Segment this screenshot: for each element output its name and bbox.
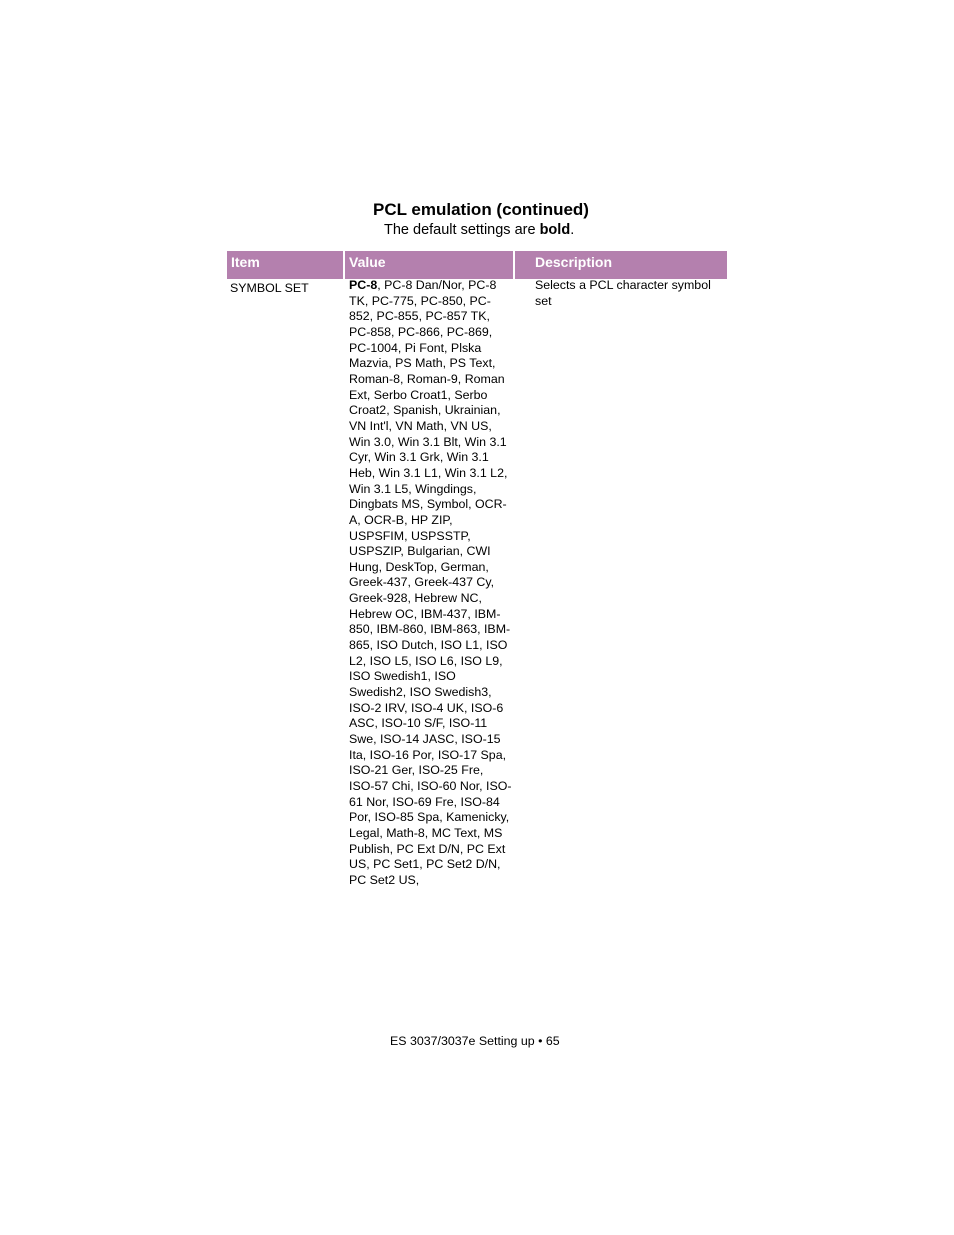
cell-item: SYMBOL SET — [230, 281, 309, 295]
note-suffix: . — [570, 222, 575, 238]
other-values: , PC-8 Dan/Nor, PC-8 TK, PC-775, PC-850, PC- 852, PC-855, PC-857 TK, PC-858, PC-866, PC-869, PC-1004, Pi Font, Plska Mazvia, PS Math, PS Text, Roman-8, Roman-9, Roman Ext, Serbo Croat1, Serbo Croat2, Spanish, Ukrainian, VN Int'l, VN Math, VN US, Win 3.0, Win 3.1 Blt, Win 3.1 Cyr, Win 3.1 Grk, Win 3.1 Heb, Win 3.1 L1, Win 3.1 L2, Win 3.1 L5, Wingdings, Dingbats MS, Symbol, OCR- A, OCR-B, HP ZIP, USPSFIM, USPSSTP, USPSZIP, Bulgarian, CWI Hung, DeskTop, German, Greek-437, Greek-437 Cy, Greek-928, Hebrew NC, Hebrew OC, IBM-437, IBM- 850, IBM-860, IBM-863, IBM- 865, ISO Dutch, ISO L1, ISO L2, ISO L5, ISO L6, ISO L9, ISO Swedish1, ISO Swedish2, ISO Swedish3, ISO-2 IRV, ISO-4 UK, ISO-6 ASC, ISO-10 S/F, ISO-11 Swe, ISO-14 JASC, ISO-15 Ita, ISO-16 Por, ISO-17 Spa, ISO-21 Ger, ISO-25 Fre, ISO-57 Chi, ISO-60 Nor, ISO- 61 Nor, ISO-69 Fre, ISO-84 Por, ISO-85 Spa, Kamenicky, Legal, Math-8, MC Text, MS Publish, PC Ext D/N, PC Ext US, PC Set1, PC Set2 D/N, PC Set2 US, — [349, 278, 512, 887]
column-header-description: Description — [515, 251, 727, 279]
column-header-value: Value — [345, 251, 513, 279]
cell-value — [349, 278, 514, 889]
page-footer: ES 3037/3037e Setting up • 65 — [390, 1034, 560, 1048]
note-prefix: The default settings are — [384, 222, 540, 238]
note-bold-word: bold — [539, 222, 571, 238]
default-settings-note — [384, 222, 574, 238]
cell-description: Selects a PCL character symbol set — [535, 278, 711, 308]
default-value: PC-8 — [349, 278, 378, 292]
section-title: PCL emulation (continued) — [373, 200, 589, 219]
column-header-item: Item — [227, 251, 343, 279]
